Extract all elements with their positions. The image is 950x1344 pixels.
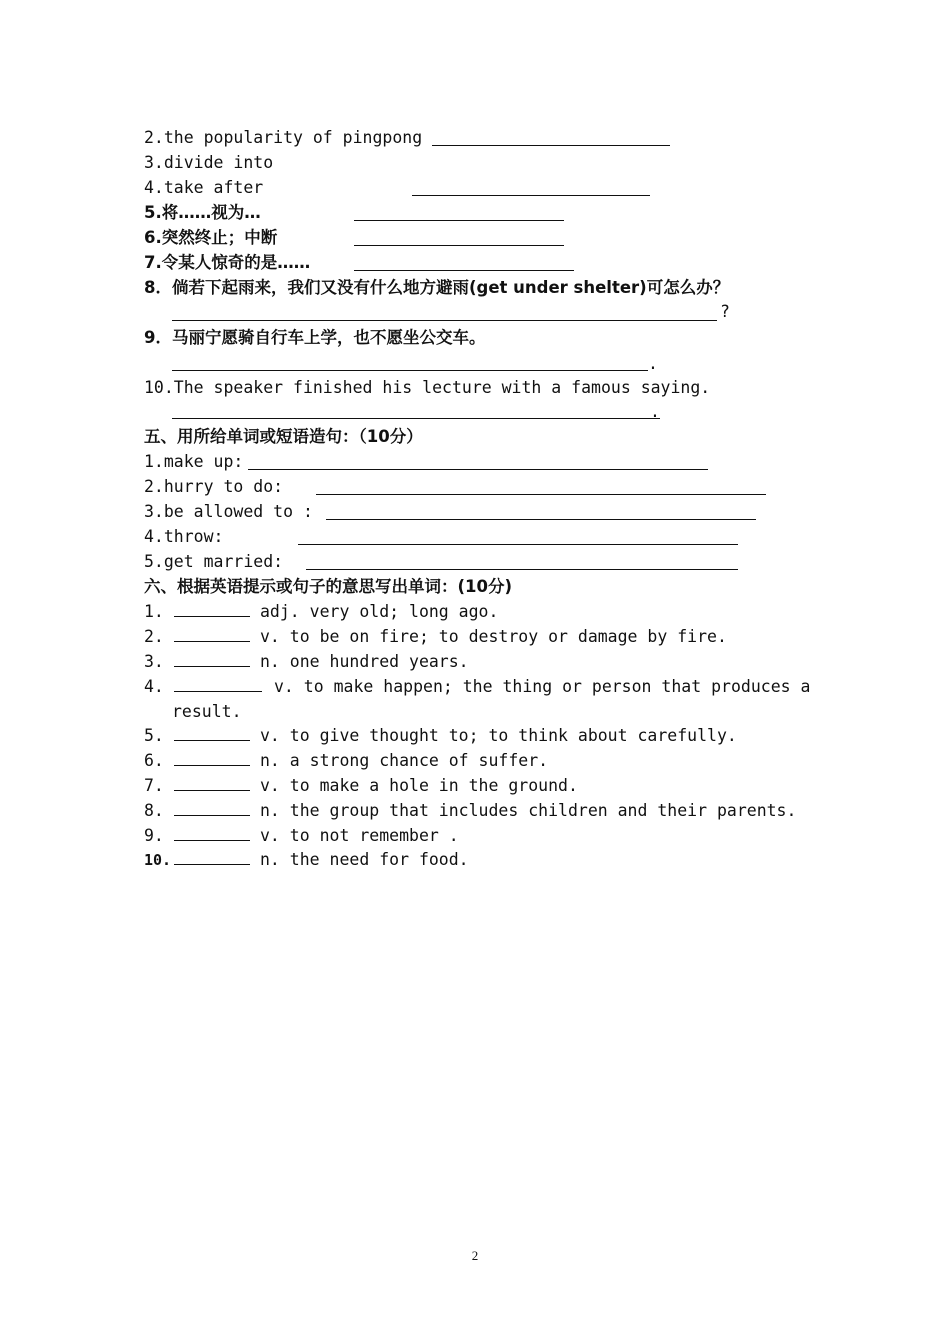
sentence-item: 5.get married:	[144, 552, 284, 571]
answer-line[interactable]	[354, 220, 564, 221]
answer-blank[interactable]	[174, 627, 250, 642]
translation-question-8: 8．倘若下起雨来，我们又没有什么地方避雨(get under shelter)可怎么办？	[144, 278, 730, 297]
answer-blank[interactable]	[174, 726, 250, 741]
vocab-definition: adj. very old; long ago.	[260, 602, 499, 621]
sentence-item: 2.hurry to do:	[144, 477, 284, 496]
answer-blank[interactable]	[174, 826, 250, 841]
answer-line[interactable]	[432, 145, 670, 146]
answer-line[interactable]	[298, 544, 738, 545]
answer-blank[interactable]	[174, 776, 250, 791]
phrase-item: 3.divide into	[144, 153, 274, 172]
answer-blank[interactable]	[174, 850, 250, 865]
sentence-end-mark: .	[650, 402, 660, 421]
answer-blank[interactable]	[174, 801, 250, 816]
answer-line[interactable]	[354, 270, 574, 271]
answer-blank[interactable]	[174, 602, 250, 617]
vocab-item	[144, 724, 737, 748]
phrase-item: 7.令某人惊奇的是……	[144, 253, 311, 272]
answer-line[interactable]	[316, 494, 766, 495]
vocab-number: 2.	[144, 627, 164, 646]
answer-line[interactable]	[354, 245, 564, 246]
answer-line[interactable]	[412, 195, 650, 196]
vocab-item	[144, 749, 548, 773]
vocab-definition: v. to make happen; the thing or person that produces a	[274, 677, 811, 696]
sentence-item: 4.throw:	[144, 527, 224, 546]
vocab-item	[144, 625, 727, 649]
vocab-number: 6.	[144, 751, 164, 770]
phrase-item: 5.将……视为…	[144, 203, 261, 222]
vocab-number: 9.	[144, 826, 164, 845]
vocab-number: 7.	[144, 776, 164, 795]
vocab-item	[144, 824, 459, 848]
phrase-item: 2.the popularity of pingpong	[144, 128, 423, 147]
vocab-item	[144, 799, 796, 823]
vocab-number: 3.	[144, 652, 164, 671]
vocab-number: 4.	[144, 677, 164, 696]
translation-question-9: 9．马丽宁愿骑自行车上学，也不愿坐公交车。	[144, 328, 486, 347]
answer-line[interactable]	[306, 569, 738, 570]
vocab-definition: n. one hundred years.	[260, 652, 469, 671]
vocab-number: 1.	[144, 602, 164, 621]
vocab-number: 5.	[144, 726, 164, 745]
sentence-end-mark: ?	[720, 302, 730, 321]
translation-question-10: 10.The speaker finished his lecture with a famous saying.	[144, 378, 711, 397]
section-5-heading: 五、用所给单词或短语造句：（10分）	[144, 427, 423, 446]
answer-line[interactable]	[172, 320, 717, 321]
sentence-item: 1.make up:	[144, 452, 244, 471]
phrase-item: 6.突然终止；中断	[144, 228, 278, 247]
answer-line[interactable]	[326, 519, 756, 520]
page-number: 2	[471, 1248, 479, 1263]
vocab-definition: v. to be on fire; to destroy or damage by fire.	[260, 627, 727, 646]
answer-line[interactable]	[248, 469, 708, 470]
vocab-item	[144, 600, 498, 624]
vocab-number: 10.	[144, 851, 172, 869]
vocab-item	[144, 650, 469, 674]
section-6-heading: 六、根据英语提示或句子的意思写出单词：(10分)	[144, 577, 513, 596]
vocab-definition: v. to give thought to; to think about carefully.	[260, 726, 737, 745]
vocab-item	[144, 675, 810, 699]
sentence-end-mark: .	[648, 354, 658, 373]
phrase-item: 4.take after	[144, 178, 264, 197]
answer-blank[interactable]	[174, 751, 250, 766]
vocab-definition-continued: result.	[172, 702, 242, 721]
vocab-item	[144, 848, 469, 872]
answer-line[interactable]	[172, 418, 660, 419]
answer-blank[interactable]	[174, 677, 262, 692]
vocab-definition: v. to not remember .	[260, 826, 459, 845]
answer-blank[interactable]	[174, 652, 250, 667]
vocab-definition: n. the group that includes children and their parents.	[260, 801, 797, 820]
vocab-number: 8.	[144, 801, 164, 820]
answer-line[interactable]	[172, 370, 648, 371]
sentence-item: 3.be allowed to :	[144, 502, 313, 521]
vocab-definition: v. to make a hole in the ground.	[260, 776, 578, 795]
vocab-definition: n. the need for food.	[260, 850, 469, 869]
vocab-definition: n. a strong chance of suffer.	[260, 751, 549, 770]
vocab-item	[144, 774, 578, 798]
